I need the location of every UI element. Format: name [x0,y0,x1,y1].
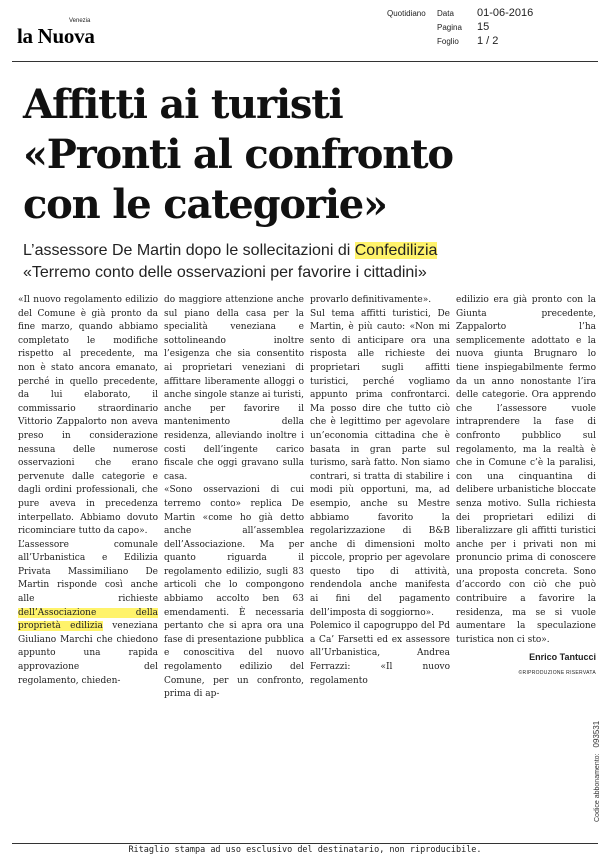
newspaper-masthead [17,16,117,46]
highlighted-association: dell’Associazione della proprietà edilizia [18,607,158,632]
meta-row-sheet [437,35,577,47]
meta-value: 15 [477,21,490,33]
meta-value: 01-06-2016 [477,7,534,19]
subtitle-line-2: «Terremo conto delle osservazioni per favorire i cittadini» [23,264,427,281]
paragraph: Sul tema affitti turistici, De Martin, è più cauto: «Non mi sento di anticipare ora una risposta alle richieste dei proprietari sugli affitti turistici, perché vogliamo appunto prima confrontarci. Ma posso dire che tutto ciò che è legittimo per agevolare un’economia cittadina che è basata in gran parte sul turismo, sarà fatto. Non siamo contrari, si tratta di stabilire i modi più opportuni, ma, ad esempio, anche su Mestre abbiamo favorito la regolarizzazione di B&B anche di dimensioni molto piccole, proprio per agevolare questo tipo di attività, rendendola anche manifesta ai fini del pagamento dell’imposta di soggiorno». [310,308,450,618]
meta-key: Foglio [437,37,459,46]
meta-value: 1 / 2 [477,35,499,47]
highlighted-confedilizia: Confedilizia [354,242,438,259]
clipping-notice: Ritaglio stampa ad uso esclusivo del destinatario, non riproducibile. [128,845,482,855]
footer-divider [12,843,598,844]
paragraph-text: L’assessore comunale all’Urbanistica e Edilizia Privata Massimiliano De Martin risponde così anche alle richieste [18,539,158,605]
masthead-name: la Nuova [17,24,95,48]
paragraph [18,539,158,689]
paragraph: «Il nuovo regolamento edilizio del Comune è già pronto da fine marzo, quando abbiamo completato le modifiche rispetto al precedente, ma non è stato ancora emanato, perché in quello precedente, da lui elaborato, il commissario straordinario Vittorio Zappalorto non aveva preso in considerazione nessuna delle numerose osservazioni che erano pervenute dalle categorie e dagli ordini professionali, che pure aveva in precedenza interpellato. Abbiamo dovuto ricominciare tutto da capo». [18,295,158,537]
subscription-code-label: Codice abbonamento: [594,753,601,822]
masthead-city: Venezia [69,18,91,24]
paragraph: Polemico il capogruppo del Pd a Ca’ Farsetti ed ex assessore all’Urbanistica, Andrea Ferrazzi: «Il nuovo regolamento [310,621,450,686]
paragraph-text: veneziana Giuliano Marchi che chiedono appunto una rapida approvazione del regolamento, chieden- [18,621,158,686]
paragraph: do maggiore attenzione anche sul piano della casa per la specialità veneziana e sottolineando inoltre l’esigenza che sia consentito ai proprietari veneziani di affittare liberamente alloggi o anche singole stanze ai turisti, anche per favorire il mantenimento della residenza, alleviando inoltre i costi dell’ingente carico fiscale che oggi gravano sulla casa. [164,295,304,482]
paragraph: «Sono osservazioni di cui terremo conto» replica De Martin «come ho già detto anche all’assemblea dell’Associazione. Ma per quanto riguarda il regolamento edilizio, sugli 83 articoli che lo compongono abbiamo accolto ben 63 emendamenti. È necessaria pertanto che si apra ora una fase di presentazione pubblica e conoscitiva del nuovo regolamento edilizio del Comune, per un confronto, prima di ap- [164,485,304,700]
subscription-code [592,692,602,822]
publication-type-label: Quotidiano [387,9,426,18]
meta-row-page [437,21,577,33]
paragraph: edilizio era già pronto con la Giunta precedente, Zappalorto l’ha semplicemente adottato e la nuova giunta Brugnaro lo tiene inspiegabilmente fermo da un anno nonostante l’ira delle categorie. Ora apprendo che l’assessore vuole intraprendere la fase di confronto pubblico sul regolamento, ma la realtà è che in Comune c’è la paralisi, con una cinquantina di delibere urbanistiche bloccate senza motivo. Sulla richiesta dei proprietari edilizi di liberalizzare gli affitti turistici anche per i privati non mi pronuncio prima di conoscere una proposta concreta. Sono d’accordo con ciò che può contribuire a favorire la residenza, ma se si vuole aumentare la speculazione turistica non ci sto». [456,295,596,645]
paragraph: provarlo definitivamente». [310,295,432,305]
header-divider [12,61,598,62]
article-column-3 [310,294,450,688]
subtitle-text: L’assessore De Martin dopo le sollecitazioni di [23,242,355,259]
article-headline [23,80,583,230]
headline-line: con le categorie» [23,181,387,228]
author-byline: Enrico Tantucci [529,652,596,663]
headline-line: Affitti ai turisti [23,81,343,128]
meta-row-date [437,7,577,19]
article-column-2 [164,294,304,702]
subtitle-line-1 [23,240,593,262]
article-subtitle [23,240,593,284]
meta-key: Pagina [437,23,462,32]
article-column-4 [456,294,596,681]
meta-key: Data [437,9,454,18]
rights-notice: ©RIPRODUZIONE RISERVATA [518,670,596,677]
subscription-code-value: 093531 [592,720,601,748]
article-column-1 [18,294,158,688]
headline-line: «Pronti al confronto [23,131,453,178]
